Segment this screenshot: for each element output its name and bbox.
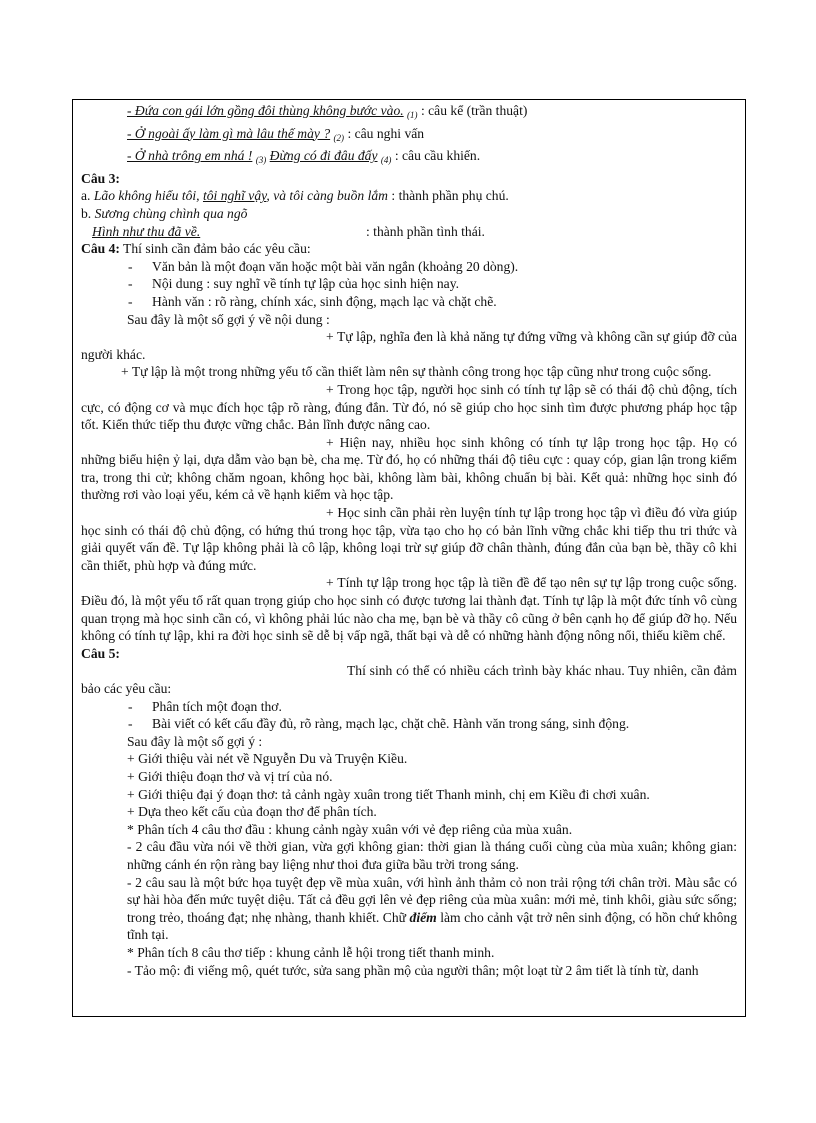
dash-bullet: -	[128, 258, 133, 274]
cau5-detail-2-before: - 2 câu sau là một bức họa tuyệt đẹp về mùa xuân, với hình ảnh thảm cỏ non trải rộng tới chân trời. Màu sắc có sự hài hòa đến mức tuyệt diệu. Tất cả đều gợi lên vẻ đẹp riêng của mùa xuân: mới mẻ, tinh khôi, giàu sức sống; trong trẻo, thoáng đạt; nhẹ nhàng, thanh khiết. Chữ	[127, 874, 737, 925]
cau4-intro-text: Thí sinh cần đảm bảo các yêu cầu:	[119, 241, 311, 257]
sentence-line-1	[81, 102, 737, 125]
cau4-point-1: + Tự lập, nghĩa đen là khả năng tự đứng vững và không cần sự giúp đỡ của người khác.	[81, 329, 737, 362]
sentence-4-text: Đừng có đi đâu đấy	[269, 148, 378, 164]
cau4-guide: Sau đây là một số gợi ý về nội dung :	[127, 311, 330, 327]
cau5-bullet-3: + Giới thiệu đại ý đoạn thơ: tả cảnh ngày xuân trong tiết Thanh minh, chị em Kiều đi chơi xuân.	[127, 786, 650, 802]
cau5-detail-2-keyword: điểm	[409, 909, 437, 925]
cau3-b-prefix: b.	[81, 205, 95, 221]
cau4-req-1	[81, 258, 737, 276]
cau5-section-1: * Phân tích 4 câu thơ đầu : khung cảnh ngày xuân với vẻ đẹp riêng của mùa xuân.	[127, 821, 573, 837]
cau3-a-italic-2: , và tôi càng buồn lắm	[266, 188, 388, 204]
sentence-3-note: : câu cầu khiến.	[394, 148, 481, 164]
cau3-a-prefix: a.	[81, 188, 94, 204]
dash-bullet: -	[128, 293, 133, 309]
cau3-b-verse-2: Hình như thu đã về.	[92, 223, 201, 239]
sentence-2-text: - Ở ngoài ấy làm gì mà lâu thế mày ?	[127, 125, 331, 141]
cau4-point-2: + Tự lập là một trong những yếu tố cần thiết làm nên sự thành công trong học tập cũng như trong cuộc sống.	[121, 364, 712, 380]
cau3-a	[81, 187, 737, 205]
cau3-heading: Câu 3:	[81, 170, 120, 186]
cau4-req-3	[81, 293, 737, 311]
cau5-intro: Thí sinh có thể có nhiều cách trình bày khác nhau. Tuy nhiên, cần đảm bảo các yêu cầu:	[81, 663, 737, 696]
sentence-1-note: : câu kể (trần thuật)	[420, 103, 528, 118]
sentence-2-number: (2)	[333, 132, 345, 143]
sentence-4-number: (4)	[380, 155, 392, 166]
answer-content	[81, 102, 737, 979]
cau5-detail-1: - 2 câu đầu vừa nói về thời gian, vừa gợi không gian: thời gian là tháng cuối cùng của mùa xuân; không gian: những cánh én rộn ràng bay liệng như thoi đưa giữa bầu trời trong sáng.	[127, 839, 737, 872]
cau3-b-verse-1: Sương chùng chình qua ngõ	[94, 205, 248, 221]
cau4-req-1-text: Văn bản là một đoạn văn hoặc một bài văn ngắn (khoảng 20 dòng).	[152, 258, 519, 274]
sentence-line-2	[81, 125, 737, 148]
cau5-detail-2	[81, 874, 737, 944]
cau4-req-2	[81, 275, 737, 293]
cau5-req-2	[81, 715, 737, 733]
cau3-b-line-2	[81, 223, 737, 241]
cau4-intro	[81, 240, 737, 258]
dash-bullet: -	[128, 276, 133, 292]
cau5-req-1-text: Phân tích một đoạn thơ.	[152, 698, 282, 714]
cau5-req-2-text: Bài viết có kết cấu đầy đủ, rõ ràng, mạch lạc, chặt chẽ. Hành văn trong sáng, sinh động.	[152, 716, 630, 732]
cau5-detail-3: - Tảo mộ: đi viếng mộ, quét tước, sửa sang phần mộ của người thân; một loạt từ 2 âm tiết là tính từ, danh	[127, 962, 699, 978]
cau5-bullet-1: + Giới thiệu vài nét về Nguyễn Du và Truyện Kiều.	[127, 751, 408, 767]
cau4-point-6: + Tính tự lập trong học tập là tiền đề để tạo nên sự tự lập trong cuộc sống. Điều đó, là một yếu tố rất quan trọng giúp cho học sinh có được tương lai thành đạt. Tính tự lập là một đức tính vô cùng quan trọng mà học sinh cần có, vì không phải lúc nào cha mẹ, bạn bè và thầy cô cũng ở bên cạnh họ để giúp đỡ họ. Nếu không có tính tự lập, khi ra đời học sinh sẽ dễ bị vấp ngã, thất bại và dễ có những hành động nông nổi, thiếu kiềm chế.	[81, 575, 737, 644]
cau5-guide: Sau đây là một số gợi ý :	[127, 733, 263, 749]
sentence-1-text: - Đứa con gái lớn gồng đôi thùng không bước vào.	[127, 103, 404, 118]
cau4-req-3-text: Hành văn : rõ ràng, chính xác, sinh động, mạch lạc và chặt chẽ.	[152, 293, 497, 309]
cau5-section-2: * Phân tích 8 câu thơ tiếp : khung cảnh lễ hội trong tiết thanh minh.	[127, 944, 495, 960]
sentence-line-3	[81, 147, 737, 170]
sentence-3-text: - Ở nhà trông em nhá !	[127, 148, 253, 164]
cau4-point-5: + Học sinh cần phải rèn luyện tính tự lập trong học tập vì điều đó vừa giúp học sinh có thái độ chủ động, có hứng thú trong học tập, vừa tạo cho họ có bản lĩnh vững chắc khi tiếp thu tri thức và giải quyết vấn đề. Tự lập không phải là cô lập, không loại trừ sự giúp đỡ chân thành, đúng đắn của bạn bè, thầy cô khi cần thiết, phù hợp và đúng mức.	[81, 505, 737, 573]
cau5-heading: Câu 5:	[81, 645, 120, 661]
cau4-req-2-text: Nội dung : suy nghĩ về tính tự lập của học sinh hiện nay.	[152, 276, 460, 292]
cau4-heading: Câu 4:	[81, 241, 120, 257]
cau5-req-1	[81, 698, 737, 716]
cau5-bullet-4: + Dựa theo kết cấu của đoạn thơ để phân tích.	[127, 804, 377, 820]
cau4-point-3: + Trong học tập, người học sinh có tính tự lập sẽ có thái độ chủ động, tích cực, có động cơ và mục đích học tập rõ ràng, đúng đắn. Từ đó, nó sẽ giúp cho học sinh tìm được phương pháp học tập tốt. Kiến thức tiếp thu được vững chắc. Bản lĩnh được nâng cao.	[81, 381, 737, 433]
dash-bullet: -	[128, 698, 133, 714]
sentence-2-note: : câu nghi vấn	[347, 125, 425, 141]
sentence-1-number: (1)	[407, 110, 418, 120]
cau4-point-4: + Hiện nay, nhiều học sinh không có tính tự lập trong học tập. Họ có những biểu hiện ỷ lại, dựa dẫm vào bạn bè, cha mẹ. Từ đó, họ có những thái độ tiêu cực : quay cóp, gian lận trong kiểm tra, trong thi cử; không chăm ngoan, không học bài, không làm bài, không chuẩn bị bài. Kết quả: những học sinh đó thường rơi vào loại yếu, kém cả về hạnh kiểm và học tập.	[81, 434, 737, 503]
answer-table-cell	[72, 99, 746, 1017]
sentence-3-number: (3)	[255, 155, 267, 166]
cau3-a-note: : thành phần phụ chú.	[391, 188, 509, 204]
cau5-bullet-2: + Giới thiệu đoạn thơ và vị trí của nó.	[127, 768, 333, 784]
cau3-b-note: : thành phần tình thái.	[366, 223, 485, 239]
cau5-detail-2-after: làm cho cảnh vật trở nên sinh động, có hồn chứ không tĩnh tại.	[127, 909, 737, 943]
cau3-b	[81, 205, 737, 223]
dash-bullet: -	[128, 716, 133, 732]
cau3-a-italic-1: Lão không hiểu tôi,	[93, 188, 203, 204]
cau3-a-underlined: tôi nghĩ vậy	[202, 188, 267, 204]
